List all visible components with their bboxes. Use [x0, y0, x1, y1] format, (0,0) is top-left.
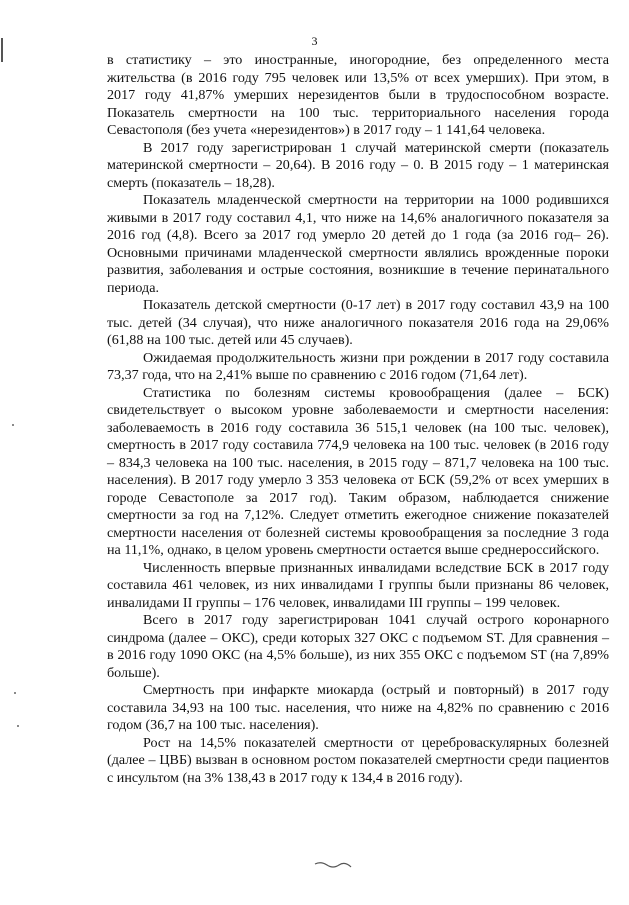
paragraph: Всего в 2017 году зарегистрирован 1041 случай острого коронарного синдрома (далее – ОКС), среди которых 327 ОКС с подъемом ST. Для сравнения – в 2016 году 1090 ОКС (на 4,5% больше), из них 355 ОКС с подъемом ST (на 7,89% больше). — [107, 612, 609, 681]
paragraph: Рост на 14,5% показателей смертности от цереброваскулярных болезней (далее – ЦВБ) вызван в основном ростом показателей смертности среди пациентов с инсультом (на 3% 138,43 в 2017 году к 134,4 в 2016 году). — [107, 734, 609, 786]
paragraph: Показатель младенческой смертности на территории на 1000 родившихся живыми в 2017 году составил 4,1, что ниже на 14,6% аналогичного показателя за 2016 год (4,8). Всего за 2017 год умерло 20 детей до 1 года (за 2016 год– 26). Основными причинами младенческой смертности являлись врожденные пороки развития, заболевания и острые состояния, возникшие в течение перинатального периода. — [107, 192, 609, 296]
paragraph: Статистика по болезням системы кровообращения (далее – БСК) свидетельствует о высоком уровне заболеваемости и смертности населения: заболеваемость в 2016 году составила 36 515,1 человек (на 100 тыс. человек), смертность в 2017 году составила 774,9 человека на 100 тыс. человек (в 2016 году – 834,3 человека на 100 тыс. населения, в 2015 году – 871,7 человека на 100 тыс. населения). В 2017 году умерло 3 353 человека от БСК (59,2% от всех умерших в городе Севастополе за 2017 год). Таким образом, наблюдается снижение смертности за год на 7,12%. Следует отметить ежегодное снижение показателей смертности населения от болезней системы кровообращения за последние 3 года на 11,1%, однако, в целом уровень смертности остается выше среднероссийского. — [107, 384, 609, 558]
scan-artifact-dot — [12, 424, 14, 426]
paragraph: В 2017 году зарегистрирован 1 случай материнской смерти (показатель материнской смертности – 20,64). В 2016 году – 0. В 2015 году – 1 материнская смерть (показатель – 18,28). — [107, 139, 609, 191]
scan-artifact-dot — [17, 725, 19, 727]
document-body — [107, 52, 609, 787]
scan-artifact-squiggle — [313, 860, 353, 870]
paragraph: Ожидаемая продолжительность жизни при рождении в 2017 году составила 73,37 года, что на 2,41% выше по сравнению с 2016 годом (71,64 лет). — [107, 349, 609, 383]
page-number: 3 — [311, 34, 318, 48]
paragraph: Смертность при инфаркте миокарда (острый и повторный) в 2017 году составила 34,93 на 100 тыс. населения, что ниже на 4,82% по сравнению с 2016 годом (36,7 на 100 тыс. населения). — [107, 682, 609, 733]
paragraph: Показатель детской смертности (0-17 лет) в 2017 году составил 43,9 на 100 тыс. детей (34 случая), что ниже аналогичного показателя 2016 года на 29,06% (61,88 на 100 тыс. детей или 45 случаев). — [107, 297, 609, 348]
paragraph: в статистику – это иностранные, иногородние, без определенного места жительства (в 2016 году 795 человек или 13,5% от всех умерших). При этом, в 2017 году 41,87% умерших нерезидентов были в трудоспособном возрасте. Показатель смертности на 100 тыс. территориального населения города Севастополя (без учета «нерезидентов») в 2017 году – 1 141,64 человека. — [107, 52, 609, 138]
paragraph: Численность впервые признанных инвалидами вследствие БСК в 2017 году составила 461 человек, из них инвалидами I группы были признаны 86 человек, инвалидами II группы – 176 человек, инвалидами III группы – 199 человек. — [107, 559, 609, 611]
scan-artifact-dot — [14, 692, 16, 694]
